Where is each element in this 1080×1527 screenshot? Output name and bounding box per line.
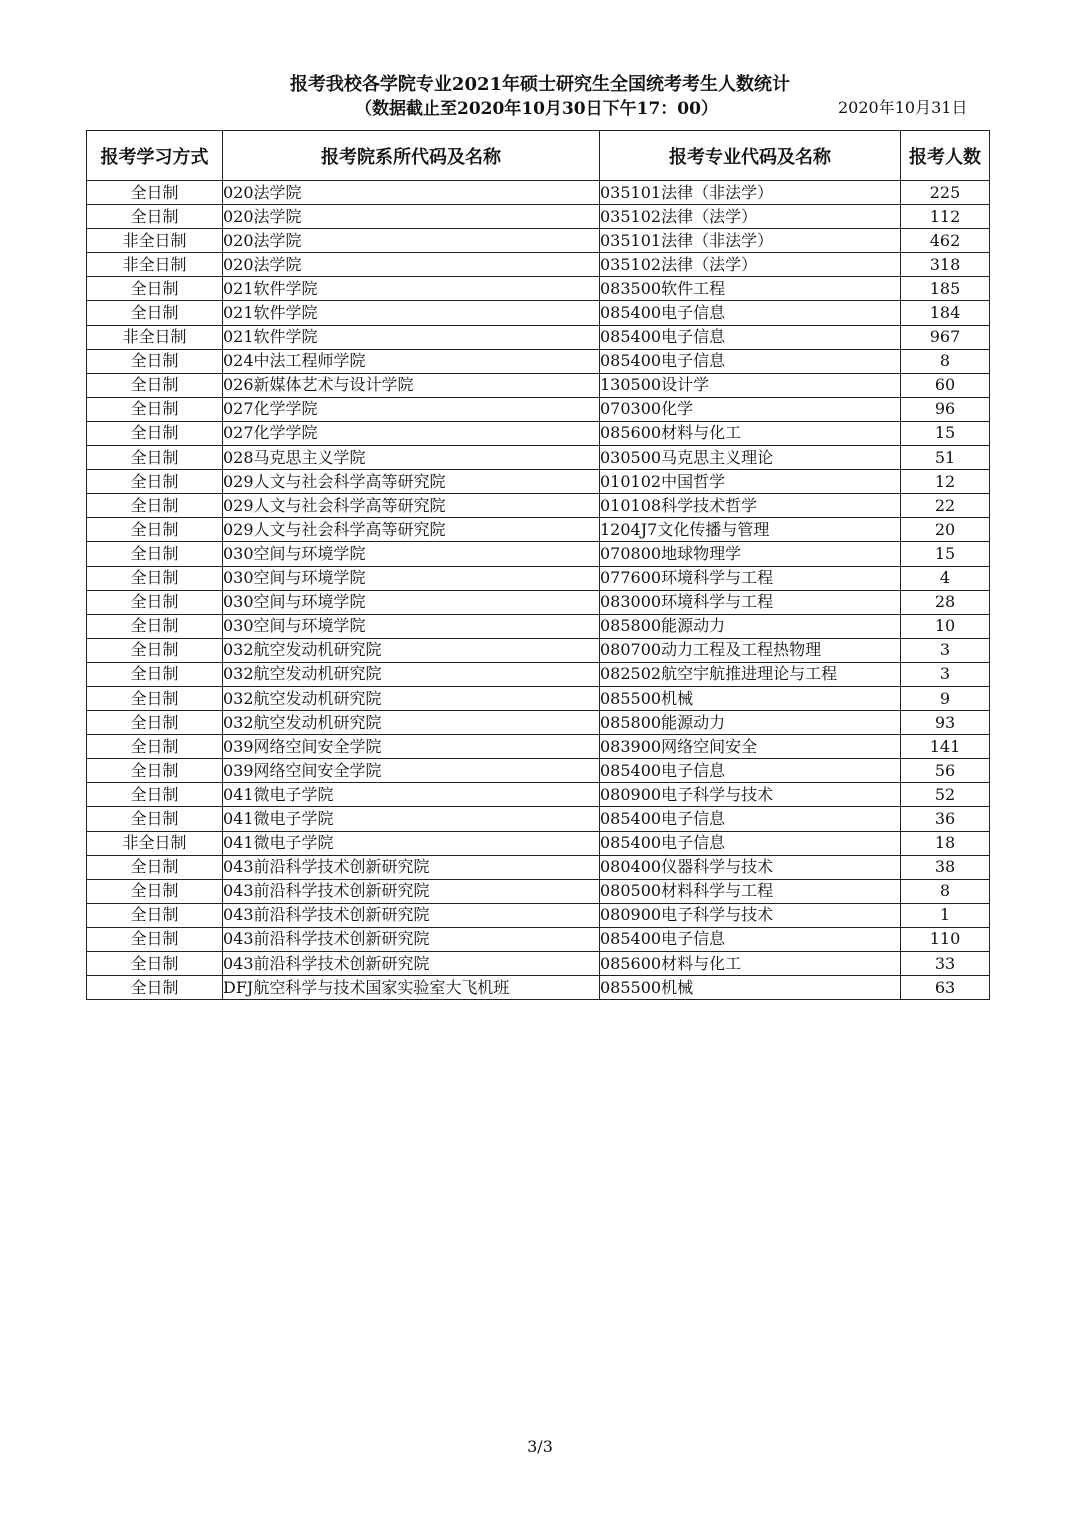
applicant-count-cell: 93 [901, 711, 990, 735]
study-mode-cell: 全日制 [87, 903, 223, 927]
department-cell: 041微电子学院 [223, 831, 600, 855]
document-title: 报考我校各学院专业2021年硕士研究生全国统考考生人数统计 [289, 74, 791, 95]
major-cell: 083000环境科学与工程 [600, 590, 901, 614]
applicant-count-cell: 8 [901, 879, 990, 903]
table-row [87, 638, 990, 662]
table-row [87, 325, 990, 349]
major-cell: 085800能源动力 [600, 614, 901, 638]
department-cell: 029人文与社会科学高等研究院 [223, 518, 600, 542]
department-cell: 030空间与环境学院 [223, 542, 600, 566]
department-cell: 026新媒体艺术与设计学院 [223, 373, 600, 397]
table-row [87, 903, 990, 927]
study-mode-cell: 全日制 [87, 952, 223, 976]
study-mode-cell: 全日制 [87, 518, 223, 542]
major-cell: 085400电子信息 [600, 831, 901, 855]
department-cell: 043前沿科学技术创新研究院 [223, 879, 600, 903]
applicant-count-cell: 15 [901, 421, 990, 445]
applicant-count-cell: 462 [901, 229, 990, 253]
table-row [87, 614, 990, 638]
applicant-count-cell: 1 [901, 903, 990, 927]
department-cell: 043前沿科学技术创新研究院 [223, 927, 600, 951]
department-cell: 021软件学院 [223, 301, 600, 325]
applicant-count-cell: 3 [901, 638, 990, 662]
study-mode-cell: 全日制 [87, 879, 223, 903]
major-cell: 080900电子科学与技术 [600, 783, 901, 807]
major-cell: 085400电子信息 [600, 349, 901, 373]
major-cell: 085600材料与化工 [600, 421, 901, 445]
study-mode-cell: 全日制 [87, 976, 223, 1000]
header-major: 报考专业代码及名称 [600, 131, 901, 181]
table-row [87, 686, 990, 710]
study-mode-cell: 全日制 [87, 783, 223, 807]
department-cell: 020法学院 [223, 181, 600, 205]
study-mode-cell: 全日制 [87, 181, 223, 205]
applicant-count-cell: 52 [901, 783, 990, 807]
study-mode-cell: 全日制 [87, 855, 223, 879]
table-row [87, 397, 990, 421]
major-cell: 085600材料与化工 [600, 952, 901, 976]
applicant-count-cell: 185 [901, 277, 990, 301]
department-cell: 020法学院 [223, 205, 600, 229]
applicant-count-cell: 18 [901, 831, 990, 855]
table-row [87, 735, 990, 759]
study-mode-cell: 全日制 [87, 614, 223, 638]
document-date: 2020年10月31日 [838, 98, 968, 117]
department-cell: 030空间与环境学院 [223, 590, 600, 614]
applicant-count-cell: 22 [901, 494, 990, 518]
major-cell: 083900网络空间安全 [600, 735, 901, 759]
table-row [87, 205, 990, 229]
major-cell: 035101法律（非法学） [600, 181, 901, 205]
applicant-count-cell: 225 [901, 181, 990, 205]
department-cell: 041微电子学院 [223, 807, 600, 831]
table-row [87, 759, 990, 783]
applicant-count-cell: 9 [901, 686, 990, 710]
department-cell: 027化学学院 [223, 421, 600, 445]
department-cell: 030空间与环境学院 [223, 566, 600, 590]
major-cell: 030500马克思主义理论 [600, 446, 901, 470]
major-cell: 085400电子信息 [600, 807, 901, 831]
major-cell: 1204J7文化传播与管理 [600, 518, 901, 542]
major-cell: 085800能源动力 [600, 711, 901, 735]
study-mode-cell: 非全日制 [87, 229, 223, 253]
major-cell: 082502航空宇航推进理论与工程 [600, 662, 901, 686]
study-mode-cell: 全日制 [87, 542, 223, 566]
applicant-count-cell: 33 [901, 952, 990, 976]
table-row [87, 373, 990, 397]
study-mode-cell: 全日制 [87, 590, 223, 614]
study-mode-cell: 全日制 [87, 277, 223, 301]
study-mode-cell: 非全日制 [87, 325, 223, 349]
study-mode-cell: 全日制 [87, 638, 223, 662]
table-row [87, 855, 990, 879]
table-row [87, 952, 990, 976]
table-row [87, 542, 990, 566]
study-mode-cell: 全日制 [87, 421, 223, 445]
applicant-count-cell: 318 [901, 253, 990, 277]
table-header-row [87, 131, 990, 181]
major-cell: 085400电子信息 [600, 301, 901, 325]
department-cell: 020法学院 [223, 229, 600, 253]
table-row [87, 181, 990, 205]
applicant-count-cell: 8 [901, 349, 990, 373]
major-cell: 085500机械 [600, 686, 901, 710]
applicant-count-cell: 967 [901, 325, 990, 349]
department-cell: DFJ航空科学与技术国家实验室大飞机班 [223, 976, 600, 1000]
department-cell: 039网络空间安全学院 [223, 735, 600, 759]
table-row [87, 253, 990, 277]
table-row [87, 711, 990, 735]
applicant-count-cell: 10 [901, 614, 990, 638]
page-number: 3/3 [527, 1437, 553, 1456]
major-cell: 130500设计学 [600, 373, 901, 397]
study-mode-cell: 全日制 [87, 566, 223, 590]
header-department: 报考院系所代码及名称 [223, 131, 600, 181]
applicant-count-cell: 112 [901, 205, 990, 229]
department-cell: 028马克思主义学院 [223, 446, 600, 470]
table-row [87, 494, 990, 518]
table-row [87, 783, 990, 807]
major-cell: 035102法律（法学） [600, 253, 901, 277]
department-cell: 032航空发动机研究院 [223, 686, 600, 710]
study-mode-cell: 全日制 [87, 807, 223, 831]
study-mode-cell: 全日制 [87, 301, 223, 325]
major-cell: 080500材料科学与工程 [600, 879, 901, 903]
major-cell: 085500机械 [600, 976, 901, 1000]
department-cell: 032航空发动机研究院 [223, 662, 600, 686]
header-applicant-count: 报考人数 [901, 131, 990, 181]
table-row [87, 566, 990, 590]
applicant-count-cell: 56 [901, 759, 990, 783]
department-cell: 029人文与社会科学高等研究院 [223, 494, 600, 518]
document-subtitle: （数据截止至2020年10月30日下午17：00） [355, 99, 718, 119]
table-row [87, 879, 990, 903]
study-mode-cell: 全日制 [87, 494, 223, 518]
applicant-count-cell: 141 [901, 735, 990, 759]
major-cell: 080700动力工程及工程热物理 [600, 638, 901, 662]
applicant-count-cell: 20 [901, 518, 990, 542]
applicant-count-cell: 184 [901, 301, 990, 325]
applicant-count-cell: 110 [901, 927, 990, 951]
study-mode-cell: 全日制 [87, 759, 223, 783]
study-mode-cell: 全日制 [87, 373, 223, 397]
study-mode-cell: 全日制 [87, 349, 223, 373]
major-cell: 010102中国哲学 [600, 470, 901, 494]
study-mode-cell: 全日制 [87, 470, 223, 494]
major-cell: 080400仪器科学与技术 [600, 855, 901, 879]
department-cell: 041微电子学院 [223, 783, 600, 807]
table-row [87, 807, 990, 831]
table-row [87, 831, 990, 855]
major-cell: 070800地球物理学 [600, 542, 901, 566]
study-mode-cell: 全日制 [87, 397, 223, 421]
study-mode-cell: 非全日制 [87, 831, 223, 855]
department-cell: 021软件学院 [223, 277, 600, 301]
department-cell: 030空间与环境学院 [223, 614, 600, 638]
department-cell: 043前沿科学技术创新研究院 [223, 952, 600, 976]
study-mode-cell: 全日制 [87, 446, 223, 470]
major-cell: 083500软件工程 [600, 277, 901, 301]
study-mode-cell: 全日制 [87, 927, 223, 951]
applicant-count-cell: 15 [901, 542, 990, 566]
department-cell: 043前沿科学技术创新研究院 [223, 903, 600, 927]
major-cell: 080900电子科学与技术 [600, 903, 901, 927]
table-row [87, 446, 990, 470]
major-cell: 035102法律（法学） [600, 205, 901, 229]
department-cell: 021软件学院 [223, 325, 600, 349]
department-cell: 032航空发动机研究院 [223, 711, 600, 735]
applicant-count-cell: 28 [901, 590, 990, 614]
table-row [87, 277, 990, 301]
table-row [87, 518, 990, 542]
applicant-count-cell: 63 [901, 976, 990, 1000]
applicant-count-cell: 96 [901, 397, 990, 421]
major-cell: 085400电子信息 [600, 759, 901, 783]
study-mode-cell: 非全日制 [87, 253, 223, 277]
major-cell: 035101法律（非法学） [600, 229, 901, 253]
header-study-mode: 报考学习方式 [87, 131, 223, 181]
table-row [87, 470, 990, 494]
applicant-count-cell: 51 [901, 446, 990, 470]
major-cell: 010108科学技术哲学 [600, 494, 901, 518]
applicant-count-cell: 3 [901, 662, 990, 686]
department-cell: 032航空发动机研究院 [223, 638, 600, 662]
table-row [87, 590, 990, 614]
table-row [87, 662, 990, 686]
major-cell: 085400电子信息 [600, 325, 901, 349]
major-cell: 085400电子信息 [600, 927, 901, 951]
applicant-count-cell: 36 [901, 807, 990, 831]
table-row [87, 229, 990, 253]
table-row [87, 927, 990, 951]
department-cell: 043前沿科学技术创新研究院 [223, 855, 600, 879]
department-cell: 020法学院 [223, 253, 600, 277]
applicant-count-cell: 12 [901, 470, 990, 494]
applicant-statistics-table [86, 130, 990, 1000]
department-cell: 024中法工程师学院 [223, 349, 600, 373]
study-mode-cell: 全日制 [87, 662, 223, 686]
table-row [87, 976, 990, 1000]
study-mode-cell: 全日制 [87, 205, 223, 229]
study-mode-cell: 全日制 [87, 686, 223, 710]
table-row [87, 349, 990, 373]
department-cell: 039网络空间安全学院 [223, 759, 600, 783]
department-cell: 029人文与社会科学高等研究院 [223, 470, 600, 494]
applicant-count-cell: 38 [901, 855, 990, 879]
study-mode-cell: 全日制 [87, 735, 223, 759]
table-row [87, 301, 990, 325]
major-cell: 070300化学 [600, 397, 901, 421]
study-mode-cell: 全日制 [87, 711, 223, 735]
department-cell: 027化学学院 [223, 397, 600, 421]
applicant-count-cell: 60 [901, 373, 990, 397]
major-cell: 077600环境科学与工程 [600, 566, 901, 590]
table-row [87, 421, 990, 445]
applicant-count-cell: 4 [901, 566, 990, 590]
